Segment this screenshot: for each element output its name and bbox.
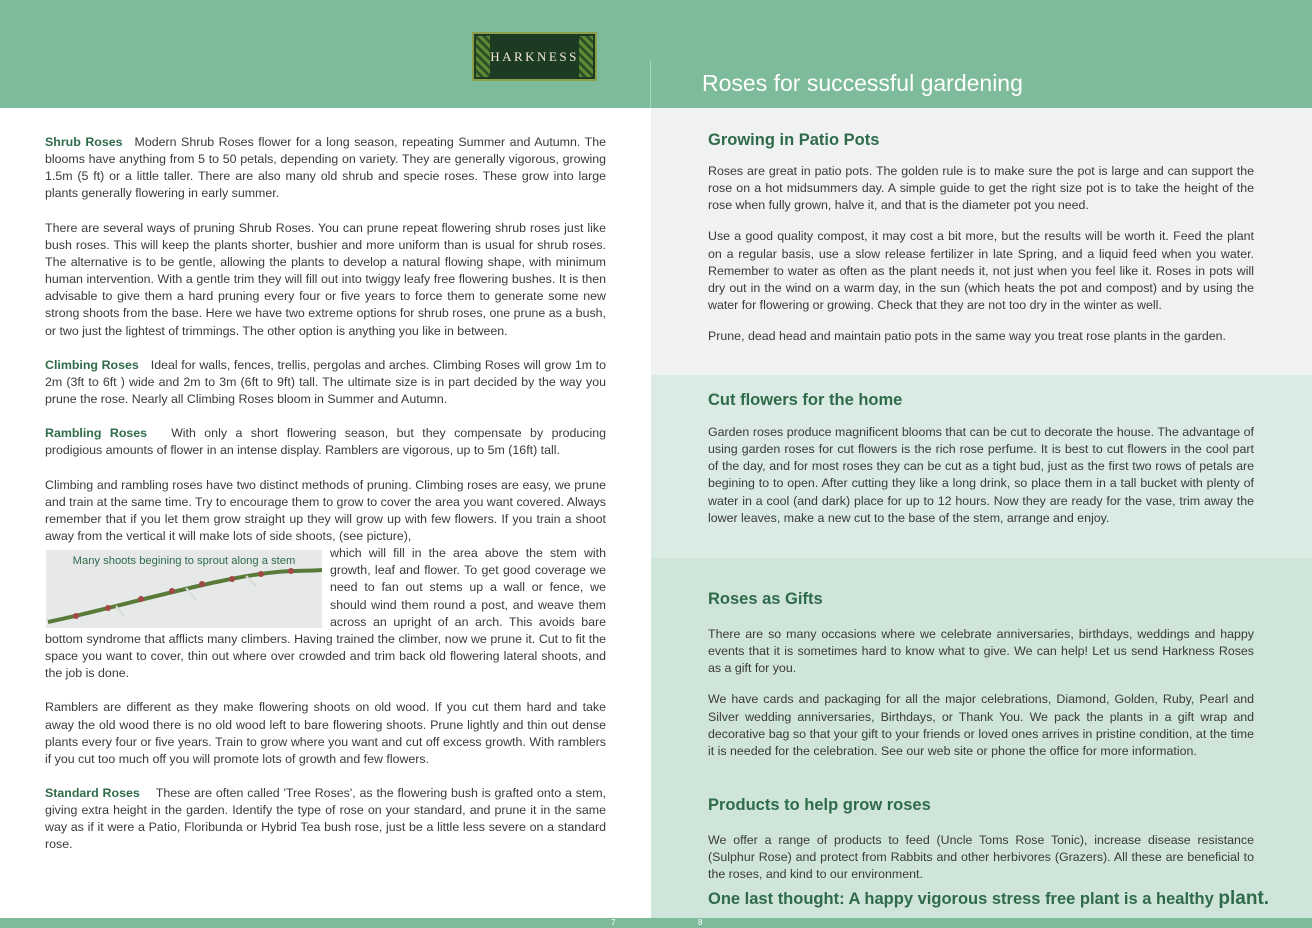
last-thought-end: plant.	[1218, 888, 1270, 909]
rambling-roses-heading: Rambling Roses	[45, 426, 148, 441]
climber-pruning-continued	[45, 545, 606, 682]
rose-stem-photo	[46, 550, 322, 628]
page-title: Roses for successful gardening	[702, 70, 1023, 96]
patio-paragraph-1: Roses are great in patio pots. The golden rule is to make sure the pot is large and can support the rose on a hot midsummers day. A simple guide to get the right size pot is to take the height of the rose when fully grown, halve it, and that is the diameter pot you need.	[708, 164, 1254, 213]
patio-pots-body	[708, 163, 1254, 359]
patio-paragraph-2: Use a good quality compost, it may cost a bit more, but the results will be worth it. Feed the plant on a regular basis, use a slow release fertilizer in late Spring, and a liquid feed when you water. Remember to water as often as the plant needs it, not just when you feel like it. Roses in pots will dry out in the wind on a warm day, in the sun (which heats the pot and compost) and by using the water for flowering or growing. Check that they are not too dry in the winter as well.	[708, 229, 1254, 313]
photo-caption: Many shoots begining to sprout along a stem	[72, 555, 296, 568]
page-number-left: 7	[611, 918, 616, 927]
products-heading: Products to help grow roses	[708, 796, 931, 814]
last-thought	[708, 888, 1269, 910]
shrub-roses-paragraph	[45, 134, 606, 203]
climber-pruning-text-b: which will fill in the area above the stem with growth, leaf and flower. To get good coverage we need to fan out stems up a wall or fence, we should wind them round a post, and weave them across an upright of an arch. This avoids bare bottom syndrome that afflicts many climbers. Having trained the climber, now we prune it. Cut to fit the space you want to cover, thin out where over crowded and trim back old flowering lateral shoots, and the job is done.	[45, 546, 606, 681]
climbing-roses-paragraph	[45, 357, 606, 408]
shrub-roses-heading: Shrub Roses	[45, 135, 123, 149]
ramblers-pruning-paragraph: Ramblers are different as they make flowering shoots on old wood. If you cut them hard and take away the old wood there is no old wood left to bare flowering shoots. Prune lightly and thin out dense plants every four or five years. Train to grow where you want and cut off excess growth. With ramblers if you cut too much off you will promote lots of growth and few flowers.	[45, 700, 606, 766]
rambling-roses-text: With only a short flowering season, but they compensate by producing prodigious amounts of flower in an intense display. Ramblers are vigorous, up to 5m (16ft) tall.	[45, 426, 606, 458]
standard-roses-heading: Standard Roses	[45, 786, 140, 800]
cut-flowers-heading: Cut flowers for the home	[708, 391, 903, 409]
climbing-roses-text: Ideal for walls, fences, trellis, pergolas and arches. Climbing Roses will grow 1m to 2m (3ft to 6ft ) wide and 2m to 3m (6ft to 9ft) tall. The ultimate size is in part decided by the way you prune the rose. Nearly all Climbing Roses bloom in Summer and Autumn.	[45, 357, 606, 407]
rambling-roses-paragraph	[45, 425, 606, 459]
patio-pots-heading: Growing in Patio Pots	[708, 131, 880, 149]
standard-roses-paragraph	[45, 785, 606, 854]
cut-flowers-body	[708, 424, 1254, 541]
cut-flowers-paragraph: Garden roses produce magnificent blooms that can be cut to decorate the house. The advantage of using garden roses for cut flowers is the rich rose perfume. It is best to cut flowers in the cool part of the day, and for most roses they can be cut as a tight bud, just as the first two rows of petals are begining to to open. After cutting they like a long drink, so place them in a tall bucket with plenty of water in a cool (and dark) place for up to 12 hours. Now they are ready for the vase, trim away the lower leaves, make a new cut to the base of the stem, arrange and enjoy.	[708, 425, 1254, 525]
last-thought-text: One last thought: A happy vigorous stress free plant is a healthy	[708, 890, 1214, 908]
gifts-paragraph-1: There are so many occasions where we celebrate anniversaries, birthdays, weddings and happy events that it is sometimes hard to know what to give. We can help! Let us send Harkness Roses as a gift for you.	[708, 627, 1254, 676]
shrub-roses-text: Modern Shrub Roses flower for a long season, repeating Summer and Autumn. The blooms have anything from 5 to 50 petals, depending on variety. They are generally vigorous, growing 1.5m (5 ft) or a little taller. There are also many old shrub and specie roses. These grow into large plants generally flowering in early summer.	[45, 135, 606, 201]
gifts-paragraph-2: We have cards and packaging for all the major celebrations, Diamond, Golden, Ruby, Pearl and Silver wedding anniversaries, Birthdays, or Thank You. We pack the plants in a gift wrap and decorative bag so that your gift to your friends or loved ones arrives in pristine condition, at the time it is needed for the celebration. See our web site or phone the office for more information.	[708, 692, 1254, 758]
patio-paragraph-3: Prune, dead head and maintain patio pots in the same way you treat rose plants in the garden.	[708, 329, 1226, 344]
gifts-heading: Roses as Gifts	[708, 590, 823, 608]
standard-roses-text: These are often called 'Tree Roses', as the flowering bush is grafted onto a stem, giving extra height in the garden. Identify the type of rose on your standard, and prune it in the same way as if it were a Patio, Floribunda or Hybrid Tea bush rose, just be a little less severe on a standard rose.	[45, 786, 607, 852]
climber-pruning-text-a: Climbing and rambling roses have two distinct methods of pruning. Climbing roses are easy, we prune and train at the same time. Try to encourage them to grow to cover the area you want covered. Always remember that if you let them grow straight up they will grow up with few flowers. If you train a shoot away from the vertical it will make lots of side shoots, (see picture),	[45, 477, 606, 543]
left-page-column	[45, 134, 606, 871]
page-spine-divider	[650, 60, 651, 108]
harkness-logo	[472, 32, 597, 81]
logo-text: HARKNESS	[490, 48, 579, 64]
footer-band	[0, 918, 1312, 928]
climber-pruning-paragraph	[45, 477, 606, 546]
shrub-pruning-paragraph: There are several ways of pruning Shrub Roses. You can prune repeat flowering shrub roses just like bush roses. This will keep the plants shorter, bushier and more uniform than is usual for shrub roses. The alternative is to be gentle, allowing the plants to develop a natural flowing shape, with minimum human intervention. With a gentle trim they will fill out into twiggy leafy free flowering bushes. It is then advisable to give them a hard pruning every four or five years to force them to generate some new strong shoots from the base. Here we have two extreme options for shrub roses, one prune as a bush, or two just the lightest of trimmings. The other option is anything you like in between.	[45, 220, 606, 338]
gifts-body	[708, 626, 1254, 774]
products-paragraph: We offer a range of products to feed (Uncle Toms Rose Tonic), increase disease resistance (Sulphur Rose) and protect from Rabbits and other herbivores (Grazers). All these are beneficial to the roses, and kind to our environment.	[708, 833, 1254, 882]
page-number-right: 8	[698, 918, 703, 927]
climbing-roses-heading: Climbing Roses	[45, 357, 139, 372]
